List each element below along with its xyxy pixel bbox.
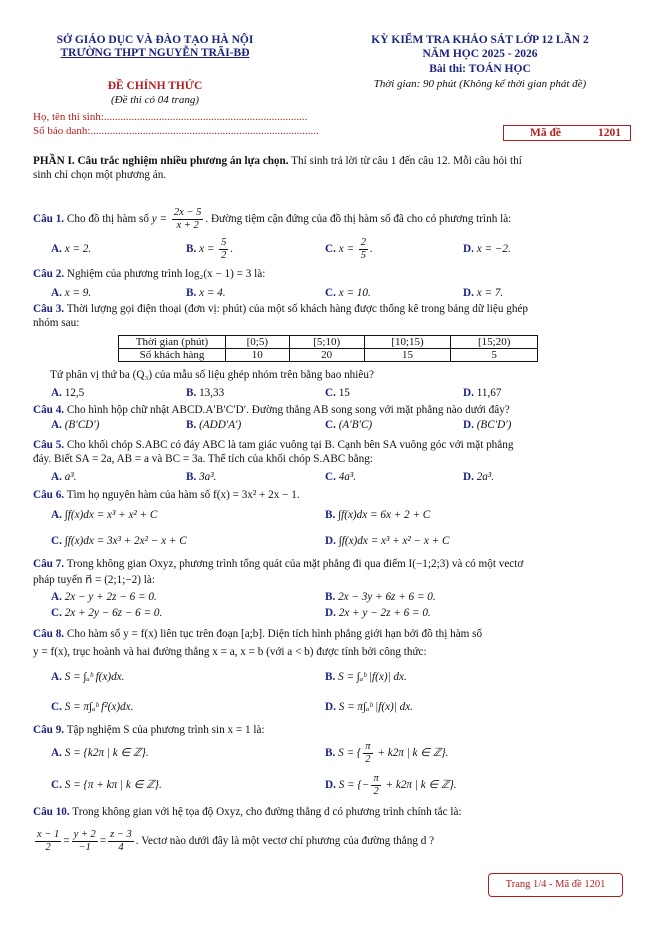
q2-option-a[interactable]: x = 9. xyxy=(64,287,92,299)
q9-option-d[interactable]: S = {− $\frac{\pi}{2}$ + k2π | k ∈ ℤ}. xyxy=(338,772,457,797)
part1-title: PHẦN I. Câu trắc nghiệm nhiều phương án lựa chọn. xyxy=(33,155,289,167)
q3-option-a[interactable]: 12,5 xyxy=(64,387,85,399)
question-6: Câu 6. Tìm họ nguyên hàm của hàm số f(x) = 3x² + 2x − 1. xyxy=(33,489,300,501)
q5-text-2: đáy. Biết SA = 2a, AB = a và BC = 3a. Thể tích của khối chóp S.ABC bằng: xyxy=(33,453,373,465)
q10-text: Trong không gian với hệ tọa độ Oxyz, cho đường thẳng d có phương trình chính tắc là: xyxy=(69,806,462,818)
q8-option-b[interactable]: S = ∫ₐᵇ |f(x)| dx. xyxy=(338,671,407,683)
q7-option-b[interactable]: 2x − 3y + 6z + 6 = 0. xyxy=(338,591,436,603)
q7-text: Trong không gian Oxyz, phương trình tổng quát của mặt phẳng đi qua điểm I(−1;2;3) và có một vectơ xyxy=(64,558,524,570)
q3-text-2: nhóm sau: xyxy=(33,317,80,329)
exam-subject: Bài thi: TOÁN HỌC xyxy=(429,63,531,75)
q8-option-a[interactable]: S = ∫ₐᵇ f(x)dx. xyxy=(64,671,125,683)
q8-option-c[interactable]: S = π∫ₐᵇ f²(x)dx. xyxy=(64,701,134,713)
q8-text-2: y = f(x), trục hoành và hai đường thẳng x = a, x = b (với a < b) được tính bởi công thức: xyxy=(33,646,427,658)
q7-option-a[interactable]: 2x − y + 2z − 6 = 0. xyxy=(64,591,157,603)
q4-option-d[interactable]: (BC′D′) xyxy=(476,419,512,431)
q3-text: Thời lượng gọi điện thoại (đơn vị: phút) của một số khách hàng được thống kê trong bảng dữ liệu ghép xyxy=(64,303,528,315)
candidate-id-field: Số báo danh:................................................................................... xyxy=(33,125,319,137)
pages-note: (Đề thi có 04 trang) xyxy=(111,94,199,106)
q10-text-2: . Vectơ nào dưới đây là một vectơ chỉ phương của đường thẳng d ? xyxy=(135,835,435,847)
q4-text: Cho hình hộp chữ nhật ABCD.A′B′C′D′. Đường thẳng AB song song với mặt phẳng nào dưới đây? xyxy=(64,404,510,416)
question-5: Câu 5. Cho khối chóp S.ABC có đáy ABC là tam giác vuông tại B. Cạnh bên SA vuông góc với mặt phẳng xyxy=(33,439,514,451)
time-note: Thời gian: 90 phút (Không kể thời gian phát đề) xyxy=(373,78,587,90)
q1-options: A. x = 2. B. x = $\frac{5}{2}$ . C. x = $\frac{2}{5}$ . D. x = −2. xyxy=(51,236,511,261)
q1-option-b[interactable]: x = $\frac{5}{2}$ . xyxy=(199,236,234,261)
q4-option-b[interactable]: (ADD′A′) xyxy=(199,419,242,431)
question-8: Câu 8. Cho hàm số y = f(x) liên tục trên đoạn [a;b]. Diện tích hình phẳng giới hạn bởi đồ thị hàm số xyxy=(33,628,483,640)
dept-name: SỞ GIÁO DỤC VÀ ĐÀO TẠO HÀ NỘI xyxy=(56,34,254,46)
part1-desc: Thí sinh trả lời từ câu 1 đến câu 12. Mỗi câu hỏi thí xyxy=(288,155,522,167)
exam-code-label: Mã đề xyxy=(530,127,561,139)
q3-table xyxy=(118,335,538,362)
part1-intro xyxy=(33,155,625,168)
q1-fraction: $\frac{2x - 5}{x + 2}$ xyxy=(173,206,202,231)
table-row: Thời gian (phút) [0;5) [5;10) [10;15) [15;20) xyxy=(119,336,538,349)
q9-option-a[interactable]: S = {k2π | k ∈ ℤ}. xyxy=(64,747,149,759)
question-3: Câu 3. Thời lượng gọi điện thoại (đơn vị: phút) của một số khách hàng được thống kê trong bảng dữ liệu ghép xyxy=(33,303,528,315)
q2-option-d[interactable]: x = 7. xyxy=(476,287,504,299)
part1-desc-2: sinh chỉ chọn một phương án. xyxy=(33,169,167,181)
question-9: Câu 9. Tập nghiệm S của phương trình sin x = 1 là: xyxy=(33,724,265,736)
q3-option-b[interactable]: 13,33 xyxy=(199,387,225,399)
question-1: Câu 1. Cho đồ thị hàm số y = $\frac{2x - 5}{x + 2}$ . Đường tiệm cận đứng của đồ thị hàm số đã cho có phương trình là: xyxy=(33,206,512,231)
q10-equation: $\frac{x - 1}{2}$ = $\frac{y + 2}{-1}$ = $\frac{z - 3}{4}$ . Vectơ nào dưới đây là một vectơ chỉ phương của đường thẳng d ? xyxy=(37,828,435,853)
question-2: Câu 2. Nghiệm của phương trình log₂(x − 1) = 3 là: xyxy=(33,268,266,280)
q5-option-d[interactable]: 2a³. xyxy=(476,471,495,483)
q1-text: Cho đồ thị hàm số xyxy=(64,213,152,225)
q6-option-a[interactable]: ∫f(x)dx = x³ + x² + C xyxy=(64,509,158,521)
q9-options-row1: A. S = {k2π | k ∈ ℤ}. B. S = { $\frac{\pi}{2}$ + k2π | k ∈ ℤ}. xyxy=(51,740,449,765)
question-10: Câu 10. Trong không gian với hệ tọa độ Oxyz, cho đường thẳng d có phương trình chính tắc là: xyxy=(33,806,462,818)
q6-option-b[interactable]: ∫f(x)dx = 6x + 2 + C xyxy=(338,509,431,521)
q6-option-c[interactable]: ∫f(x)dx = 3x³ + 2x² − x + C xyxy=(64,535,187,547)
q1-text-b: . Đường tiệm cận đứng của đồ thị hàm số đã cho có phương trình là: xyxy=(205,213,512,225)
q2-option-b[interactable]: x = 4. xyxy=(199,287,226,299)
q5-option-c[interactable]: 4a³. xyxy=(338,471,357,483)
q4-option-a[interactable]: (B′CD′) xyxy=(64,419,100,431)
exam-code-value: 1201 xyxy=(598,127,621,139)
q9-options-row2: C. S = {π + kπ | k ∈ ℤ}. D. S = {− $\frac{\pi}{2}$ + k2π | k ∈ ℤ}. xyxy=(51,772,457,797)
table-row: Số khách hàng 10 20 15 5 xyxy=(119,349,538,362)
q2-text: Nghiệm của phương trình log₂(x − 1) = 3 là: xyxy=(64,268,266,280)
q3-question: Tứ phân vị thứ ba (Q₃) của mẫu số liệu ghép nhóm trên bằng bao nhiêu? xyxy=(50,369,374,381)
page-footer: Trang 1/4 - Mã đề 1201 xyxy=(488,873,623,897)
exam-year: NĂM HỌC 2025 - 2026 xyxy=(422,48,538,60)
q8-text: Cho hàm số y = f(x) liên tục trên đoạn [a;b]. Diện tích hình phẳng giới hạn bởi đồ thị hàm số xyxy=(64,628,483,640)
q1-option-d[interactable]: x = −2. xyxy=(476,243,511,255)
candidate-name-field: Họ, tên thí sinh:.......................................................................... xyxy=(33,111,308,123)
exam-code-box xyxy=(503,125,631,141)
q4-option-c[interactable]: (A′B′C) xyxy=(338,419,373,431)
q5-text: Cho khối chóp S.ABC có đáy ABC là tam giác vuông tại B. Cạnh bên SA vuông góc với mặt phẳng xyxy=(64,439,514,451)
q7-text-2: pháp tuyến n⃗ = (2;1;−2) là: xyxy=(33,574,155,586)
q3-option-c[interactable]: 15 xyxy=(338,387,350,399)
q9-option-b[interactable]: S = { $\frac{\pi}{2}$ + k2π | k ∈ ℤ}. xyxy=(338,740,449,765)
official-label: ĐỀ CHÍNH THỨC xyxy=(107,80,203,92)
q5-option-a[interactable]: a³. xyxy=(64,471,77,483)
q7-option-d[interactable]: 2x + y − 2z + 6 = 0. xyxy=(338,607,431,619)
q6-option-d[interactable]: ∫f(x)dx = x³ + x² − x + C xyxy=(338,535,450,547)
question-4: Câu 4. Cho hình hộp chữ nhật ABCD.A′B′C′D′. Đường thẳng AB song song với mặt phẳng nào dưới đây? xyxy=(33,404,510,416)
school-name: TRƯỜNG THPT NGUYỄN TRÃI-BĐ xyxy=(60,47,250,59)
q2-option-c[interactable]: x = 10. xyxy=(338,287,371,299)
q1-label: Câu 1. xyxy=(33,213,65,225)
q6-text: Tìm họ nguyên hàm của hàm số f(x) = 3x² + 2x − 1. xyxy=(64,489,300,501)
q5-option-b[interactable]: 3a³. xyxy=(199,471,217,483)
q9-text: Tập nghiệm S của phương trình sin x = 1 là: xyxy=(64,724,265,736)
exam-title: KỲ KIỂM TRA KHẢO SÁT LỚP 12 LẦN 2 xyxy=(371,34,589,46)
q9-option-c[interactable]: S = {π + kπ | k ∈ ℤ}. xyxy=(64,779,162,791)
q1-option-c[interactable]: x = $\frac{2}{5}$ . xyxy=(338,236,373,261)
question-7: Câu 7. Trong không gian Oxyz, phương trình tổng quát của mặt phẳng đi qua điểm I(−1;2;3) và có một vectơ xyxy=(33,558,524,570)
q7-option-c[interactable]: 2x + 2y − 6z − 6 = 0. xyxy=(64,607,163,619)
q1-option-a[interactable]: x = 2. xyxy=(64,243,92,255)
q3-option-d[interactable]: 11,67 xyxy=(476,387,502,399)
q8-option-d[interactable]: S = π∫ₐᵇ |f(x)| dx. xyxy=(338,701,414,713)
